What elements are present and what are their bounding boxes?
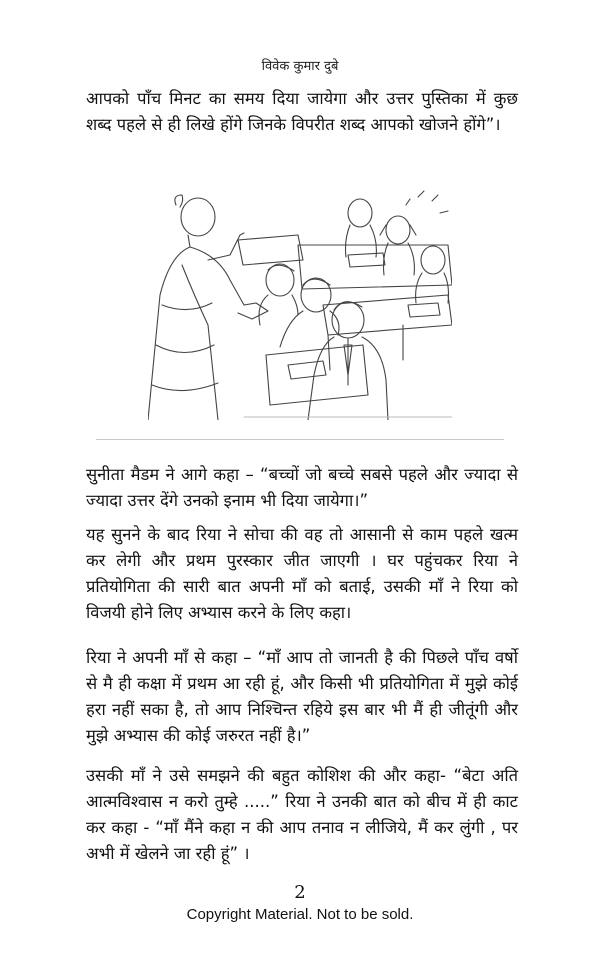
illustration-divider bbox=[96, 439, 504, 440]
paragraph-3: यह सुनने के बाद रिया ने सोचा की वह तो आसानी से काम पहले खत्म कर लेगी और प्रथम पुरस्कार जीत जाएगी । घर पहुंचकर रिया ने प्रतियोगिता की सारी बात अपनी माँ को बताई, उसकी माँ ने रिया को विजयी होने लिए अभ्यास करने के लिए कहा। bbox=[86, 525, 518, 622]
copyright-notice: Copyright Material. Not to be sold. bbox=[186, 906, 414, 923]
running-header-author: विवेक कुमार दुबे bbox=[261, 59, 339, 74]
classroom-illustration bbox=[148, 185, 452, 420]
paragraph-1: आपको पाँच मिनट का समय दिया जायेगा और उत्तर पुस्तिका में कुछ शब्द पहले से ही लिखे होंगे जिनके विपरीत शब्द आपको खोजने होंगे”। bbox=[86, 89, 518, 134]
paragraph-2: सुनीता मैडम ने आगे कहा – “बच्चों जो बच्चे सबसे पहले और ज्यादा से ज्यादा उत्तर देंगे उनको इनाम भी दिया जायेगा।” bbox=[86, 465, 518, 510]
paragraph-5: उसकी माँ ने उसे समझने की बहुत कोशिश की और कहा- “बेटा अति आत्मविश्वास न करो तुम्हे .....” रिया ने उनकी बात को बीच में ही काट कर कहा - “माँ मैंने कहा न की आप तनाव न लीजिये, मैं कर लुंगी , पर अभी में खेलने जा रही हूं” । bbox=[86, 766, 518, 863]
teacher-figure bbox=[148, 195, 268, 420]
student-left bbox=[259, 264, 298, 325]
paragraph-4: रिया ने अपनी माँ से कहा – “माँ आप तो जानती है की पिछले पाँच वर्षो से मै ही कक्षा में प्रथम आ रही हूं, और किसी भी प्रतियोगिता में मुझे कोई हरा नहीं सका है, तो आप निश्चिन्त रहिये इस बार भी मैं ही जीतूंगी और मुझे अभ्यास की कोई जरुरत नहीं है।” bbox=[86, 648, 518, 745]
page-number: 2 bbox=[294, 882, 306, 903]
